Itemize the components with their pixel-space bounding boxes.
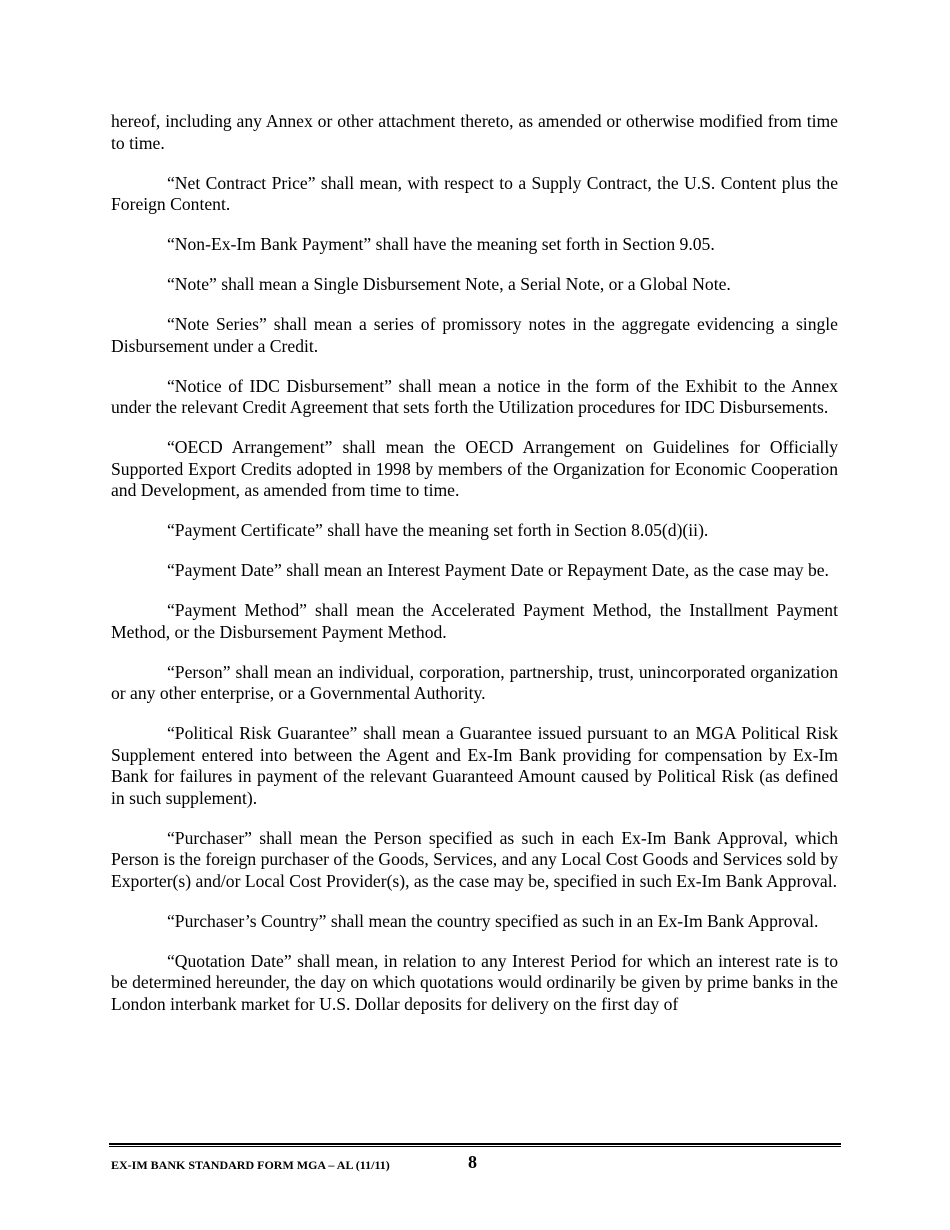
page-number: 8 [468,1152,477,1172]
paragraph-continuation: hereof, including any Annex or other attachment thereto, as amended or otherwise modified from time to time. [111,111,838,153]
definition-net-contract-price: “Net Contract Price” shall mean, with respect to a Supply Contract, the U.S. Content plus the Foreign Content. [111,172,838,214]
definition-non-ex-im-bank-payment: “Non-Ex-Im Bank Payment” shall have the meaning set forth in Section 9.05. [167,234,715,254]
definition-purchaser: “Purchaser” shall mean the Person specified as such in each Ex-Im Bank Approval, which Person is the foreign purchaser of the Goods, Services, and any Local Cost Goods and Services sold by Exporter(s) and/or Local Cost Provider(s), as the case may be, specified in such Ex-Im Bank Approval. [111,827,838,891]
definition-political-risk-guarantee: “Political Risk Guarantee” shall mean a Guarantee issued pursuant to an MGA Political Risk Supplement entered into between the Agent and Ex-Im Bank providing for compensation by Ex-Im Bank for failures in payment of the relevant Guaranteed Amount caused by Political Risk (as defined in such supplement). [111,723,838,808]
definition-person: “Person” shall mean an individual, corporation, partnership, trust, unincorporated organization or any other enterprise, or a Governmental Authority. [111,661,838,703]
definition-purchasers-country: “Purchaser’s Country” shall mean the country specified as such in an Ex-Im Bank Approval. [167,910,819,931]
definition-payment-certificate: “Payment Certificate” shall have the meaning set forth in Section 8.05(d)(ii). [167,520,709,540]
definition-quotation-date: “Quotation Date” shall mean, in relation to any Interest Period for which an interest rate is to be determined hereunder, the day on which quotations would ordinarily be given by prime banks in the London interbank market for U.S. Dollar deposits for delivery on the first day of [111,950,838,1014]
definition-note-series: “Note Series” shall mean a series of promissory notes in the aggregate evidencing a single Disbursement under a Credit. [111,314,838,356]
document-body [111,111,838,1034]
definition-oecd-arrangement: “OECD Arrangement” shall mean the OECD Arrangement on Guidelines for Officially Supported Export Credits adopted in 1998 by members of the Organization for Economic Cooperation and Development, as amended from time to time. [111,437,838,500]
footer-form-label: EX-IM BANK STANDARD FORM MGA – AL (11/11) [111,1158,390,1172]
footer-rule [109,1143,841,1147]
definition-notice-of-idc-disbursement: “Notice of IDC Disbursement” shall mean a notice in the form of the Exhibit to the Annex under the relevant Credit Agreement that sets forth the Utilization procedures for IDC Disbursements. [111,375,838,417]
definition-payment-date: “Payment Date” shall mean an Interest Payment Date or Repayment Date, as the case may be. [167,560,829,580]
definition-payment-method: “Payment Method” shall mean the Accelerated Payment Method, the Installment Payment Method, or the Disbursement Payment Method. [111,600,838,642]
definition-note: “Note” shall mean a Single Disbursement Note, a Serial Note, or a Global Note. [167,274,731,294]
